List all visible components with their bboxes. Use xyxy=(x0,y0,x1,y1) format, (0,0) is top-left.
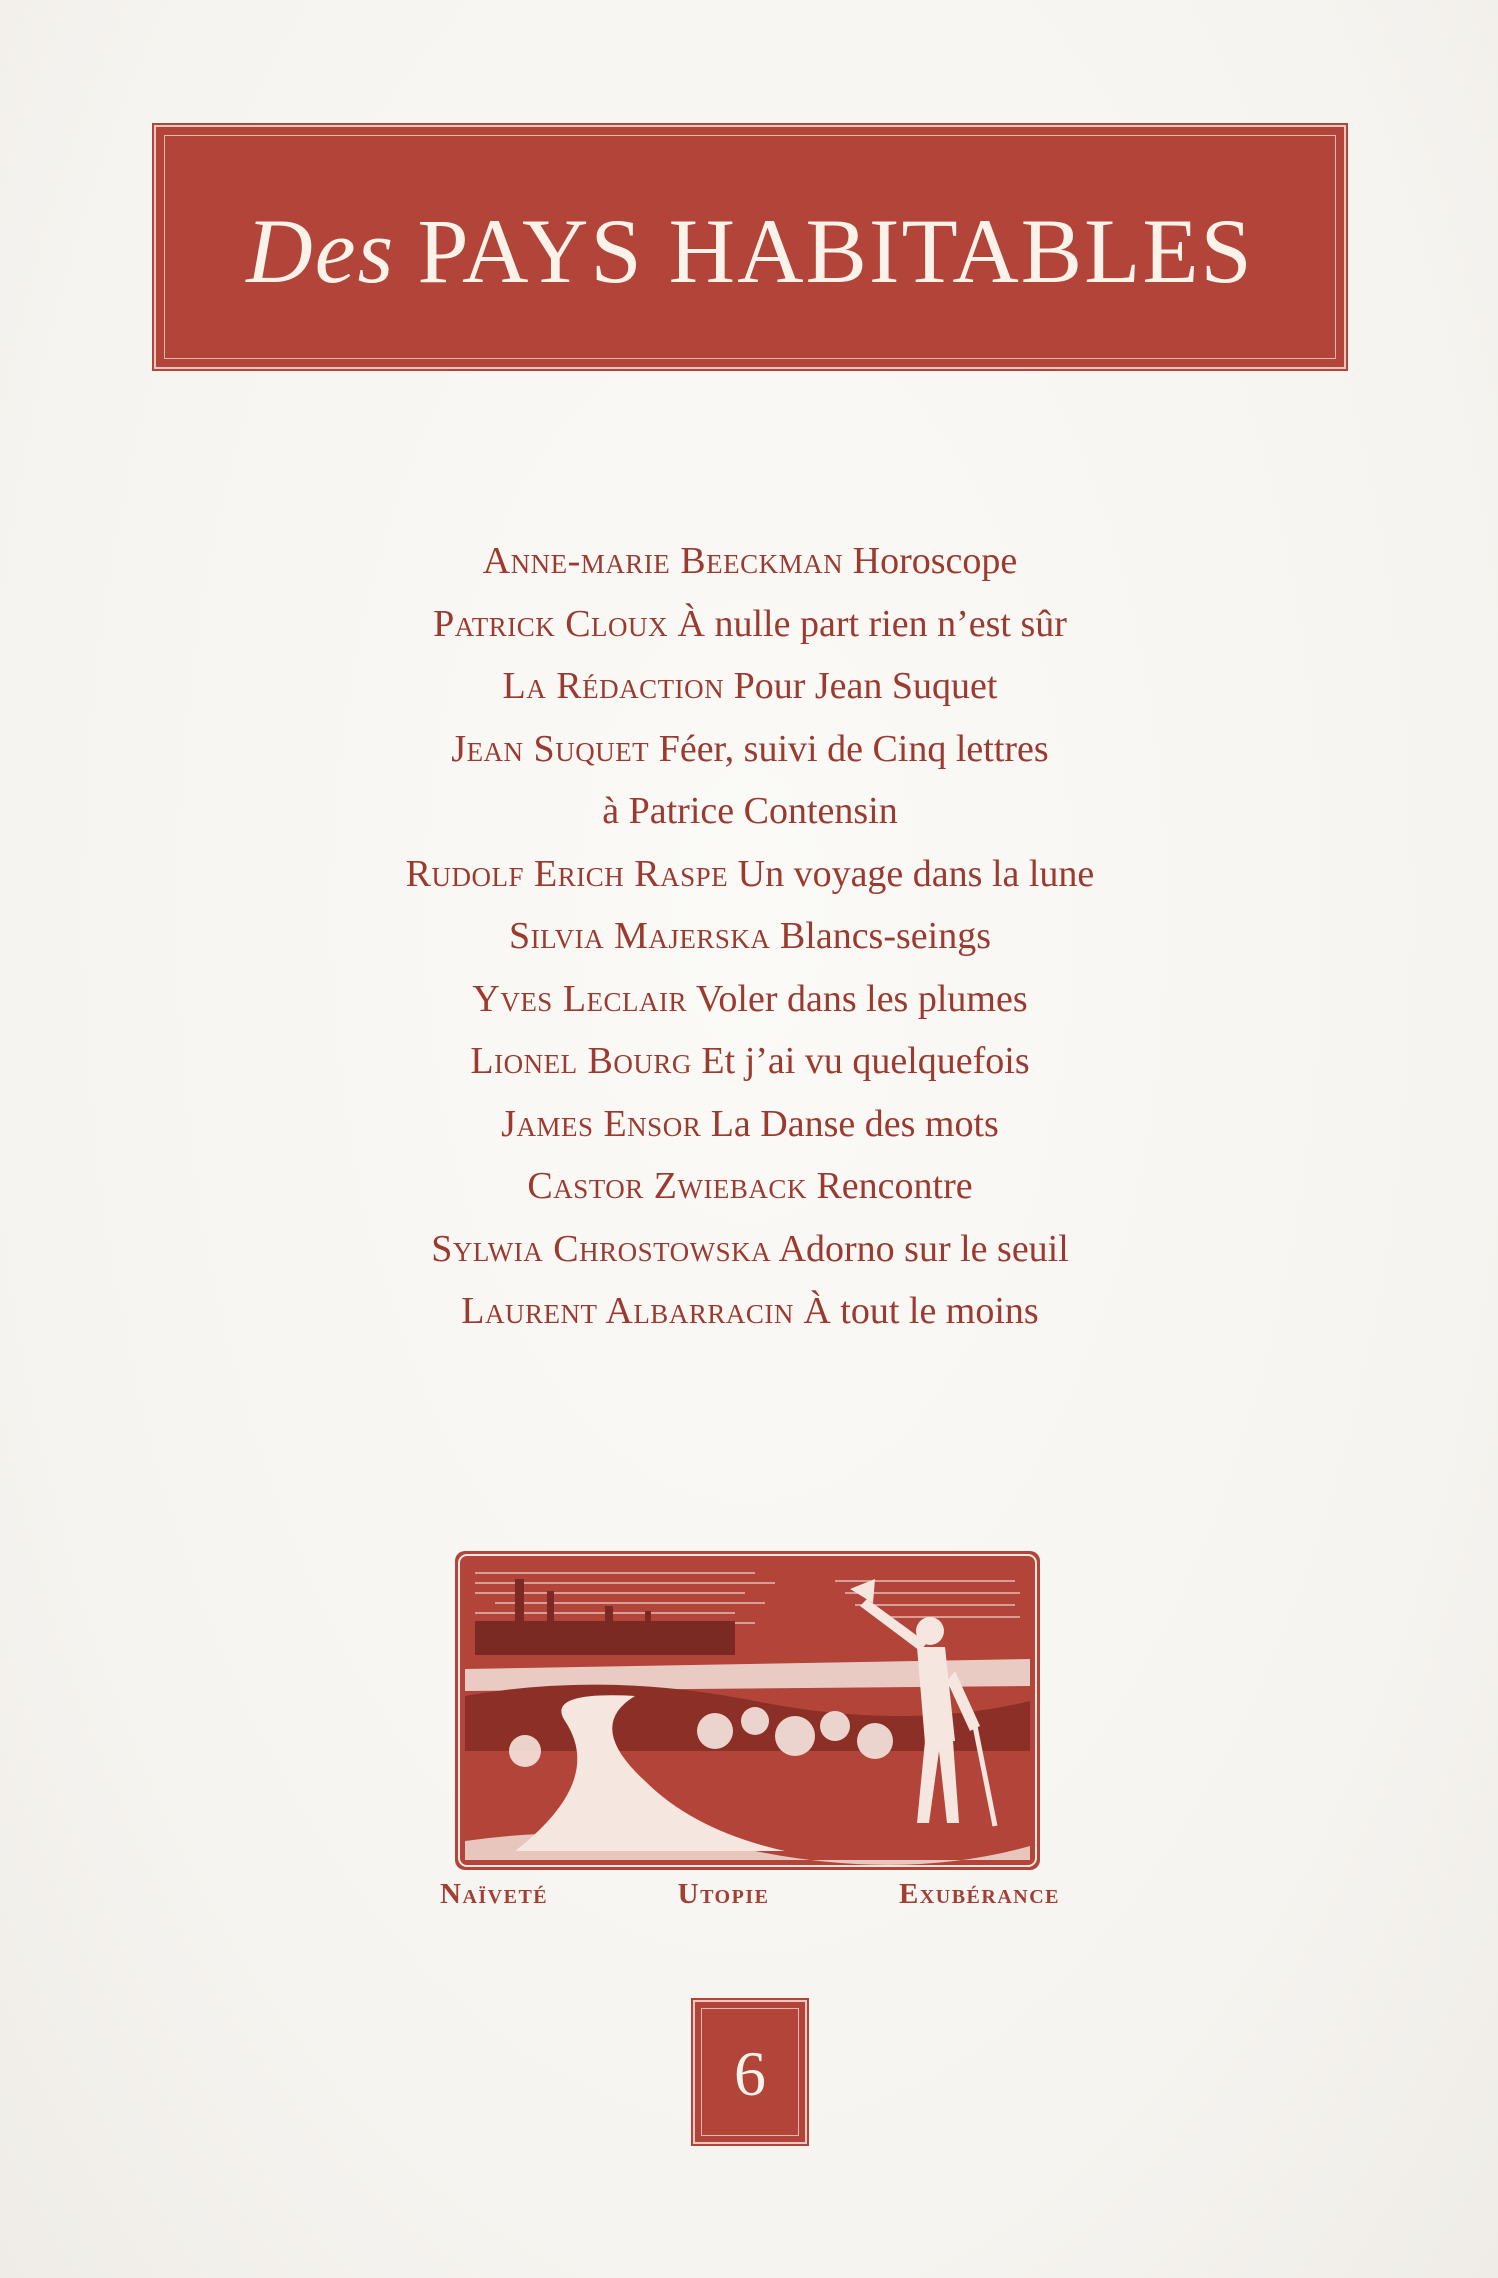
entry-work: Pour Jean Suquet xyxy=(733,665,998,707)
entry-author: Silvia Majerska xyxy=(508,915,771,957)
contents-entry xyxy=(250,843,1250,906)
title-main: PAYS HABITABLES xyxy=(417,200,1254,302)
contents-entry xyxy=(250,1030,1250,1093)
entry-author: Jean Suquet xyxy=(451,727,650,770)
entry-work: Horoscope xyxy=(852,540,1018,582)
entry-work: Féer, suivi de Cinq lettres xyxy=(658,727,1049,770)
motto xyxy=(440,1878,1060,1911)
entry-author: Lionel Bourg xyxy=(470,1040,692,1082)
title-prefix: Des xyxy=(246,200,396,302)
contents-entry-continuation xyxy=(250,780,1250,843)
contents-entry xyxy=(250,593,1250,656)
journal-title xyxy=(246,198,1253,304)
entry-work: Rencontre xyxy=(816,1165,973,1207)
table-of-contents xyxy=(250,530,1250,1343)
motto-word: Utopie xyxy=(677,1878,770,1910)
entry-work: Un voyage dans la lune xyxy=(737,852,1095,895)
issue-number-box xyxy=(695,2002,805,2142)
contents-entry xyxy=(250,1155,1250,1218)
issue-number: 6 xyxy=(734,2038,766,2109)
entry-author: Anne-marie Beeckman xyxy=(482,540,844,582)
contents-entry xyxy=(250,905,1250,968)
woodcut-illustration xyxy=(455,1551,1040,1870)
entry-work: Voler dans les plumes xyxy=(695,977,1028,1020)
entry-work: Blancs-seings xyxy=(779,915,991,957)
entry-author: Laurent Albarracin xyxy=(461,1290,794,1332)
entry-work: Et j’ai vu quelquefois xyxy=(701,1040,1030,1082)
contents-entry xyxy=(250,1280,1250,1343)
contents-entry xyxy=(250,530,1250,593)
entry-author: Patrick Cloux xyxy=(433,602,669,645)
title-band xyxy=(156,127,1344,367)
entry-author: Castor Zwieback xyxy=(527,1165,807,1207)
motto-word: Naïveté xyxy=(440,1878,549,1910)
entry-author: Sylwia Chrostowska xyxy=(431,1227,772,1270)
contents-entry xyxy=(250,1093,1250,1156)
contents-entry xyxy=(250,718,1250,781)
entry-author: La Rédaction xyxy=(502,665,725,707)
entry-work: À tout le moins xyxy=(803,1290,1039,1332)
motto-word: Exubérance xyxy=(898,1878,1060,1910)
entry-author: Rudolf Erich Raspe xyxy=(405,852,729,895)
entry-author: James Ensor xyxy=(501,1102,702,1145)
contents-entry xyxy=(250,655,1250,718)
contents-entry xyxy=(250,968,1250,1031)
entry-work: Adorno sur le seuil xyxy=(778,1227,1069,1270)
entry-work: à Patrice Contensin xyxy=(602,790,898,832)
entry-author: Yves Leclair xyxy=(472,977,688,1020)
entry-work: La Danse des mots xyxy=(710,1102,999,1145)
entry-work: À nulle part rien n’est sûr xyxy=(677,602,1067,645)
contents-entry xyxy=(250,1218,1250,1281)
